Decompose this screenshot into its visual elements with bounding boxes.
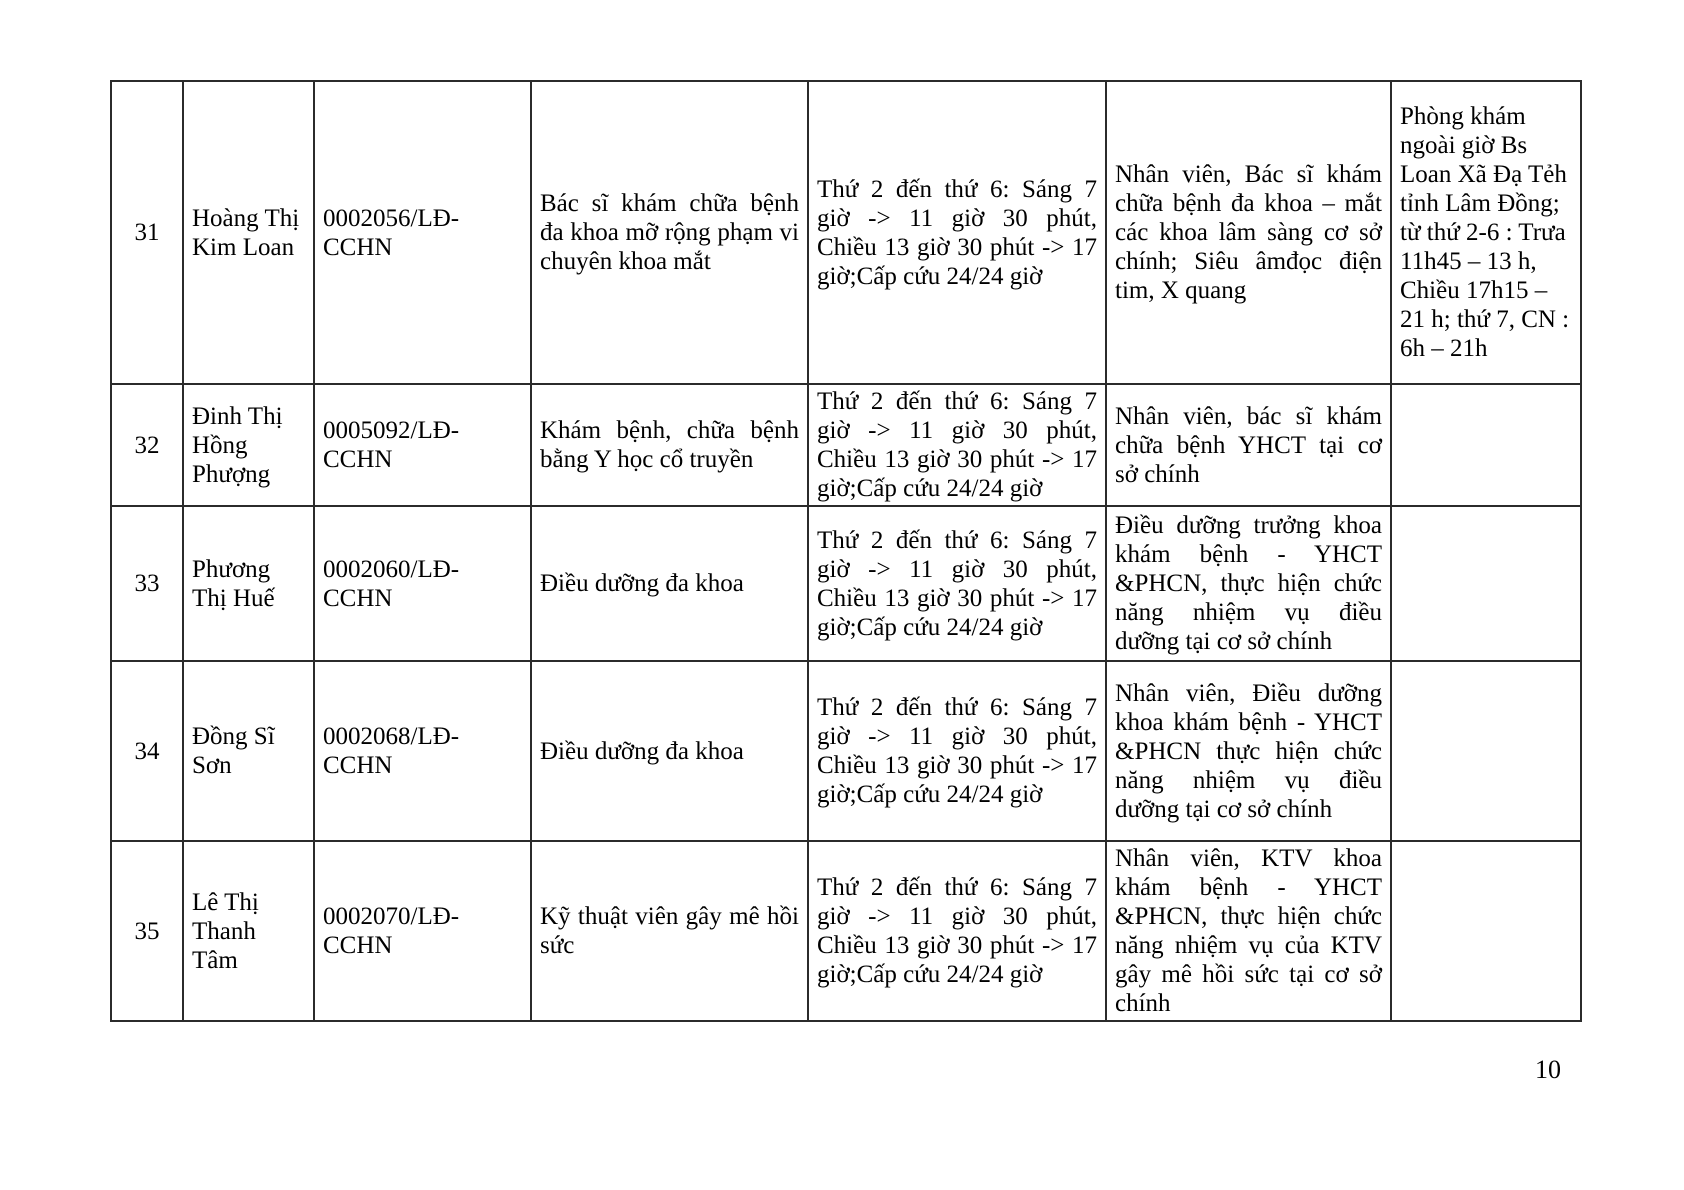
practitioners-table [110, 80, 1582, 1022]
position-cell: Nhân viên, bác sĩ khám chữa bệnh YHCT tại cơ sở chính [1106, 384, 1391, 506]
table-row [111, 661, 1581, 841]
practitioner-name-cell: Đinh Thị Hồng Phượng [183, 384, 314, 506]
row-number-cell: 32 [111, 384, 183, 506]
working-hours-cell: Thứ 2 đến thứ 6: Sáng 7 giờ -> 11 giờ 30 phút, Chiều 13 giờ 30 phút -> 17 giờ;Cấp cứu 24/24 giờ [808, 661, 1106, 841]
practice-scope-cell: Bác sĩ khám chữa bệnh đa khoa mỡ rộng phạm vi chuyên khoa mắt [531, 81, 808, 384]
position-cell: Nhân viên, Bác sĩ khám chữa bệnh đa khoa – mắt các khoa lâm sàng cơ sở chính; Siêu âmđọc điện tim, X quang [1106, 81, 1391, 384]
working-hours-cell: Thứ 2 đến thứ 6: Sáng 7 giờ -> 11 giờ 30 phút, Chiều 13 giờ 30 phút -> 17 giờ;Cấp cứu 24/24 giờ [808, 841, 1106, 1021]
row-number-cell: 31 [111, 81, 183, 384]
row-number-cell: 33 [111, 506, 183, 661]
practitioner-name-cell: Lê Thị Thanh Tâm [183, 841, 314, 1021]
note-cell [1391, 841, 1581, 1021]
position-cell: Điều dưỡng trưởng khoa khám bệnh - YHCT &PHCN, thực hiện chức năng nhiệm vụ điều dưỡng tại cơ sở chính [1106, 506, 1391, 661]
practice-scope-cell: Khám bệnh, chữa bệnh bằng Y học cổ truyền [531, 384, 808, 506]
practice-scope-cell: Điều dưỡng đa khoa [531, 661, 808, 841]
table-row [111, 841, 1581, 1021]
position-cell: Nhân viên, Điều dưỡng khoa khám bệnh - YHCT &PHCN thực hiện chức năng nhiệm vụ điều dưỡng tại cơ sở chính [1106, 661, 1391, 841]
certificate-number-cell: 0002070/LĐ-CCHN [314, 841, 531, 1021]
note-cell [1391, 506, 1581, 661]
certificate-number-cell: 0002056/LĐ-CCHN [314, 81, 531, 384]
practitioner-name-cell: Hoàng Thị Kim Loan [183, 81, 314, 384]
page-number: 10 [1535, 1055, 1561, 1084]
practitioner-name-cell: Phương Thị Huế [183, 506, 314, 661]
position-cell: Nhân viên, KTV khoa khám bệnh - YHCT &PHCN, thực hiện chức năng nhiệm vụ của KTV gây mê hồi sức tại cơ sở chính [1106, 841, 1391, 1021]
table-row [111, 506, 1581, 661]
row-number-cell: 34 [111, 661, 183, 841]
note-cell: Phòng khám ngoài giờ Bs Loan Xã Đạ Tẻh tỉnh Lâm Đồng; từ thứ 2-6 : Trưa 11h45 – 13 h, Chiều 17h15 – 21 h; thứ 7, CN : 6h – 21h [1391, 81, 1581, 384]
certificate-number-cell: 0005092/LĐ-CCHN [314, 384, 531, 506]
working-hours-cell: Thứ 2 đến thứ 6: Sáng 7 giờ -> 11 giờ 30 phút, Chiều 13 giờ 30 phút -> 17 giờ;Cấp cứu 24/24 giờ [808, 506, 1106, 661]
certificate-number-cell: 0002060/LĐ-CCHN [314, 506, 531, 661]
note-cell [1391, 661, 1581, 841]
practice-scope-cell: Điều dưỡng đa khoa [531, 506, 808, 661]
practice-scope-cell: Kỹ thuật viên gây mê hồi sức [531, 841, 808, 1021]
working-hours-cell: Thứ 2 đến thứ 6: Sáng 7 giờ -> 11 giờ 30 phút, Chiều 13 giờ 30 phút -> 17 giờ;Cấp cứu 24/24 giờ [808, 384, 1106, 506]
table-row [111, 384, 1581, 506]
table-row [111, 81, 1581, 384]
note-cell [1391, 384, 1581, 506]
practitioner-name-cell: Đồng Sĩ Sơn [183, 661, 314, 841]
working-hours-cell: Thứ 2 đến thứ 6: Sáng 7 giờ -> 11 giờ 30 phút, Chiều 13 giờ 30 phút -> 17 giờ;Cấp cứu 24/24 giờ [808, 81, 1106, 384]
certificate-number-cell: 0002068/LĐ-CCHN [314, 661, 531, 841]
row-number-cell: 35 [111, 841, 183, 1021]
